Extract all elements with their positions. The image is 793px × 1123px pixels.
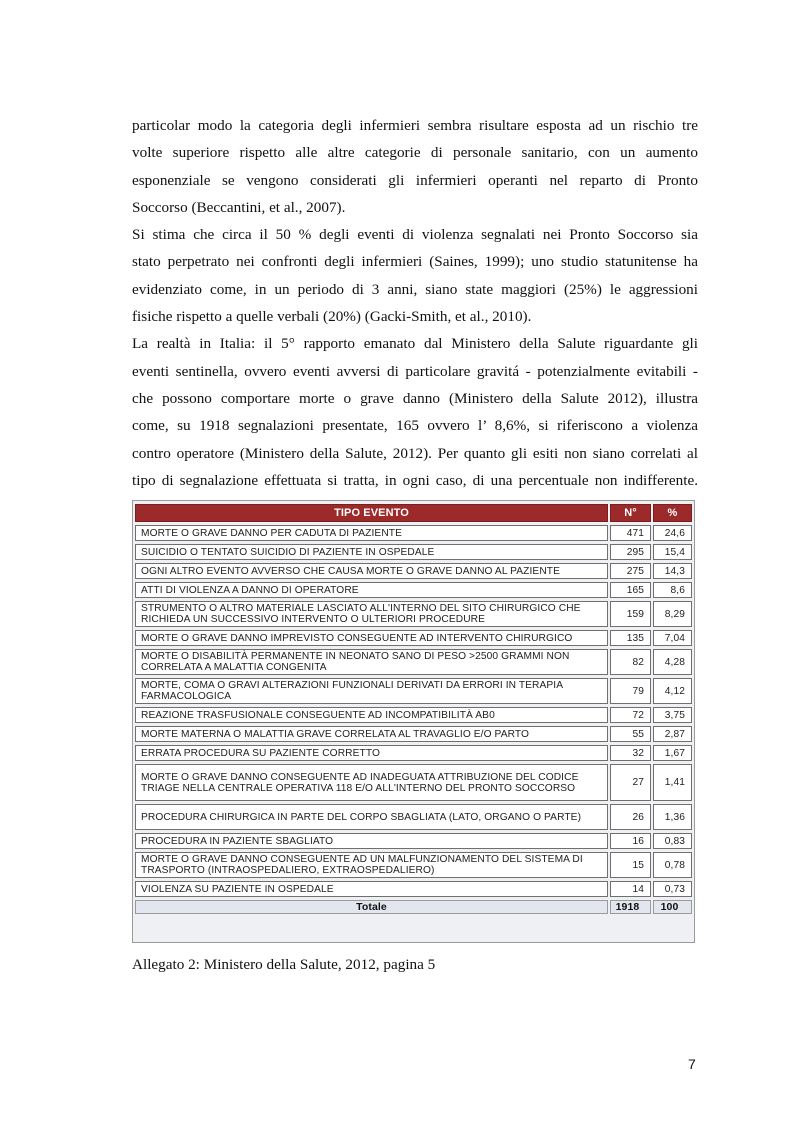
count-cell: 16 — [610, 833, 651, 849]
count-cell: 159 — [610, 601, 651, 627]
text-line: volte superiore rispetto alle altre categorie di personale sanitario, con un aumento — [132, 144, 698, 162]
count-cell: 135 — [610, 630, 651, 646]
text-line: come, su 1918 segnalazioni presentate, 165 ovvero l’ 8,6%, si riferiscono a violenza — [132, 417, 698, 435]
event-cell: MORTE O GRAVE DANNO CONSEGUENTE AD UN MALFUNZIONAMENTO DEL SISTEMA DI TRASPORTO (INTRAOSPEDALIERO, EXTRAOSPEDALIERO) — [135, 852, 608, 878]
text-line: fisiche rispetto a quelle verbali (20%) (Gacki-Smith, et al., 2010). — [132, 308, 532, 326]
text-line: stato perpetrato nei confronti degli infermieri (Saines, 1999); uno studio statunitense ha — [132, 253, 698, 271]
text-line: che possono comportare morte o grave danno (Ministero della Salute 2012), illustra — [132, 389, 698, 407]
table-row — [135, 707, 692, 723]
header-count: N° — [610, 504, 651, 522]
count-cell: 55 — [610, 726, 651, 742]
header-percent: % — [653, 504, 692, 522]
text-line: esponenziale se vengono considerati gli infermieri operanti nel reparto di Pronto — [132, 171, 698, 189]
count-cell: 27 — [610, 764, 651, 801]
event-cell: MORTE O GRAVE DANNO CONSEGUENTE AD INADEGUATA ATTRIBUZIONE DEL CODICE TRIAGE NELLA CENTRALE OPERATIVA 118 E/O ALL'INTERNO DEL PRONTO SOCCORSO — [135, 764, 608, 801]
count-cell: 72 — [610, 707, 651, 723]
percent-cell: 0,73 — [653, 881, 692, 897]
table-row — [135, 649, 692, 675]
count-cell: 275 — [610, 563, 651, 579]
text-line: evidenziato come, in un periodo di 3 anni, siano state maggiori (25%) le aggressioni — [132, 280, 698, 298]
count-cell: 165 — [610, 582, 651, 598]
count-cell: 295 — [610, 544, 651, 560]
percent-cell: 1,36 — [653, 804, 692, 830]
percent-cell: 4,12 — [653, 678, 692, 704]
table-row — [135, 804, 692, 830]
table-row — [135, 745, 692, 761]
table-row — [135, 764, 692, 801]
table-row — [135, 833, 692, 849]
table-row — [135, 881, 692, 897]
percent-cell: 1,67 — [653, 745, 692, 761]
table-row — [135, 601, 692, 627]
text-line: particolar modo la categoria degli infermieri sembra risultare esposta ad un rischio tre — [132, 117, 698, 134]
event-cell: VIOLENZA SU PAZIENTE IN OSPEDALE — [135, 881, 608, 897]
event-cell: SUICIDIO O TENTATO SUICIDIO DI PAZIENTE IN OSPEDALE — [135, 544, 608, 560]
sentinel-events-table — [133, 501, 694, 917]
table-row — [135, 525, 692, 541]
percent-cell: 24,6 — [653, 525, 692, 541]
percent-cell: 1,41 — [653, 764, 692, 801]
table-row — [135, 544, 692, 560]
total-percent: 100 — [653, 900, 692, 914]
table-row — [135, 630, 692, 646]
text-line: contro operatore (Ministero della Salute, 2012). Per quanto gli esiti non siano correlati al — [132, 444, 698, 462]
event-cell: OGNI ALTRO EVENTO AVVERSO CHE CAUSA MORTE O GRAVE DANNO AL PAZIENTE — [135, 563, 608, 579]
table-header-row — [135, 504, 692, 522]
table-row — [135, 678, 692, 704]
percent-cell: 14,3 — [653, 563, 692, 579]
event-cell: MORTE, COMA O GRAVI ALTERAZIONI FUNZIONALI DERIVATI DA ERRORI IN TERAPIA FARMACOLOGICA — [135, 678, 608, 704]
event-cell: ERRATA PROCEDURA SU PAZIENTE CORRETTO — [135, 745, 608, 761]
text-line: tipo di segnalazione effettuata si tratta, in ogni caso, di una percentuale non indifferente. — [132, 471, 698, 489]
percent-cell: 3,75 — [653, 707, 692, 723]
table-row — [135, 726, 692, 742]
count-cell: 26 — [610, 804, 651, 830]
percent-cell: 7,04 — [653, 630, 692, 646]
paragraph-2 — [132, 221, 698, 330]
paragraph-1 — [132, 112, 698, 221]
table-row — [135, 582, 692, 598]
percent-cell: 0,78 — [653, 852, 692, 878]
text-line: eventi sentinella, ovvero eventi avversi di particolare gravitá - potenzialmente evitabili - — [132, 362, 698, 380]
text-line: Si stima che circa il 50 % degli eventi di violenza segnalati nei Pronto Soccorso sia — [132, 226, 698, 244]
figure-caption: Allegato 2: Ministero della Salute, 2012, pagina 5 — [132, 956, 436, 973]
percent-cell: 4,28 — [653, 649, 692, 675]
percent-cell: 0,83 — [653, 833, 692, 849]
total-label: Totale — [135, 900, 608, 914]
event-cell: MORTE MATERNA O MALATTIA GRAVE CORRELATA AL TRAVAGLIO E/O PARTO — [135, 726, 608, 742]
percent-cell: 8,29 — [653, 601, 692, 627]
text-line: Soccorso (Beccantini, et al., 2007). — [132, 198, 346, 216]
total-count: 1918 — [610, 900, 651, 914]
event-cell: MORTE O GRAVE DANNO IMPREVISTO CONSEGUENTE AD INTERVENTO CHIRURGICO — [135, 630, 608, 646]
count-cell: 32 — [610, 745, 651, 761]
event-cell: MORTE O GRAVE DANNO PER CADUTA DI PAZIENTE — [135, 525, 608, 541]
paragraph-3 — [132, 330, 698, 494]
event-cell: STRUMENTO O ALTRO MATERIALE LASCIATO ALL'INTERNO DEL SITO CHIRURGICO CHE RICHIEDA UN SUCCESSIVO INTERVENTO O ULTERIORI PROCEDURE — [135, 601, 608, 627]
body-text — [132, 112, 698, 494]
text-line: La realtà in Italia: il 5° rapporto emanato dal Ministero della Salute riguardante gli — [132, 335, 698, 353]
count-cell: 471 — [610, 525, 651, 541]
table-row — [135, 563, 692, 579]
percent-cell: 2,87 — [653, 726, 692, 742]
count-cell: 15 — [610, 852, 651, 878]
event-cell: MORTE O DISABILITÀ PERMANENTE IN NEONATO SANO DI PESO >2500 GRAMMI NON CORRELATA A MALATTIA CONGENITA — [135, 649, 608, 675]
count-cell: 82 — [610, 649, 651, 675]
events-table-figure — [132, 500, 695, 943]
count-cell: 79 — [610, 678, 651, 704]
header-event: TIPO EVENTO — [135, 504, 608, 522]
page-number: 7 — [688, 1056, 696, 1072]
percent-cell: 8,6 — [653, 582, 692, 598]
event-cell: ATTI DI VIOLENZA A DANNO DI OPERATORE — [135, 582, 608, 598]
count-cell: 14 — [610, 881, 651, 897]
table-row — [135, 852, 692, 878]
table-total-row — [135, 900, 692, 914]
event-cell: REAZIONE TRASFUSIONALE CONSEGUENTE AD INCOMPATIBILITÀ AB0 — [135, 707, 608, 723]
event-cell: PROCEDURA CHIRURGICA IN PARTE DEL CORPO SBAGLIATA (LATO, ORGANO O PARTE) — [135, 804, 608, 830]
event-cell: PROCEDURA IN PAZIENTE SBAGLIATO — [135, 833, 608, 849]
percent-cell: 15,4 — [653, 544, 692, 560]
